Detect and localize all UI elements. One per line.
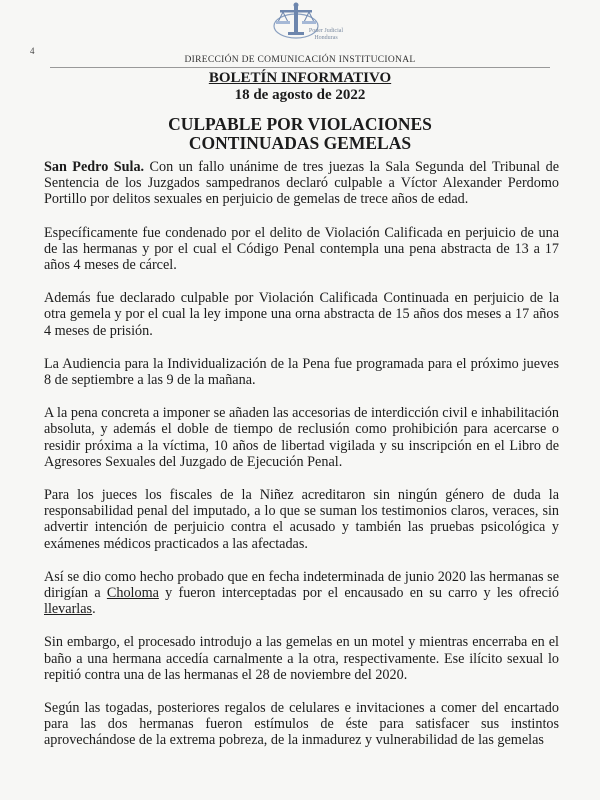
- paragraph-3: Además fue declarado culpable por Violación Calificada Continuada en perjuicio de la otra gemela y por el cual la ley impone una orna abstracta de 15 años dos meses a 17 años 4 meses de prisión.: [44, 290, 559, 339]
- paragraph-1-text: Con un fallo unánime de tres juezas la Sala Segunda del Tribunal de Sentencia de los Juzgados sampedranos declaró culpable a Víctor Alexander Perdomo Portillo por delitos sexuales en perjuicio de gemelas de trece años de edad.: [44, 159, 560, 208]
- headline-line-2: CONTINUADAS GEMELAS: [188, 133, 412, 153]
- paragraph-1: [44, 159, 559, 208]
- paragraph-7-part-c: .: [92, 601, 96, 618]
- logo-caption: [304, 28, 348, 42]
- paragraph-5: A la pena concreta a imponer se añaden las accesorias de interdicción civil e inhabilitación absoluta, y además el doble de tiempo de reclusión como prohibición para acercarse o residir próxima a la víctima, 10 años de libertad vigilada y su inscripción en el Libro de Agresores Sexuales del Juzgado de Ejecución Penal.: [44, 405, 559, 470]
- header-divider: [50, 67, 550, 68]
- logo-caption-line2: Honduras: [314, 35, 338, 41]
- bulletin-date: 18 de agosto de 2022: [234, 87, 366, 103]
- place-name: Choloma: [106, 585, 159, 602]
- dateline: San Pedro Sula.: [44, 159, 145, 175]
- department-name: DIRECCIÓN DE COMUNICACIÓN INSTITUCIONAL: [184, 55, 416, 65]
- headline-line-1: CULPABLE POR VIOLACIONES: [168, 114, 432, 134]
- logo-caption-line1: Poder Judicial: [308, 28, 344, 34]
- bulletin-title: BOLETÍN INFORMATIVO: [208, 70, 392, 86]
- paragraph-6: Para los jueces los fiscales de la Niñez acreditaron sin ningún género de duda la responsabilidad penal del imputado, a lo que se suman los testimonios claros, veraces, sin advertir intención de perjuicio contra el acusado y también las pruebas psicológica y exámenes médicos practicados a las afectadas.: [44, 487, 559, 552]
- article-body: [44, 159, 559, 766]
- headline: [0, 115, 600, 153]
- paragraph-7-part-a: Así se dio como hecho probado que en fecha indeterminada de junio 2020 las hermanas se dirigían a: [44, 568, 559, 602]
- paragraph-2: Específicamente fue condenado por el delito de Violación Calificada en perjuicio de una de las hermanas y por el cual el Código Penal contempla una pena abstracta de 13 a 17 años 4 meses de cárcel.: [44, 224, 559, 274]
- page-marker: 4: [30, 46, 35, 56]
- judicial-logo: [262, 2, 352, 46]
- paragraph-7: [44, 569, 559, 618]
- underlined-word: llevarlas: [44, 601, 93, 618]
- paragraph-7-part-b: y fueron interceptadas por el encausado en su carro y les ofreció: [158, 585, 559, 602]
- paragraph-8: Sin embargo, el procesado introdujo a las gemelas en un motel y mientras encerraba en el baño a una hermana accedía carnalmente a la otra, respectivamente. Ese ilícito sexual lo repitió contra una de las hermanas el 28 de noviembre del 2020.: [44, 634, 559, 683]
- paragraph-9: Según las togadas, posteriores regalos de celulares e invitaciones a comer del encartado para las dos hermanas fueron estímulos de éste para satisfacer sus instintos aprovechándose de la extrema pobreza, de la inmadurez y vulnerabilidad de las gemelas: [44, 700, 559, 749]
- paragraph-4: La Audiencia para la Individualización de la Pena fue programada para el próximo jueves 8 de septiembre a las 9 de la mañana.: [44, 355, 559, 389]
